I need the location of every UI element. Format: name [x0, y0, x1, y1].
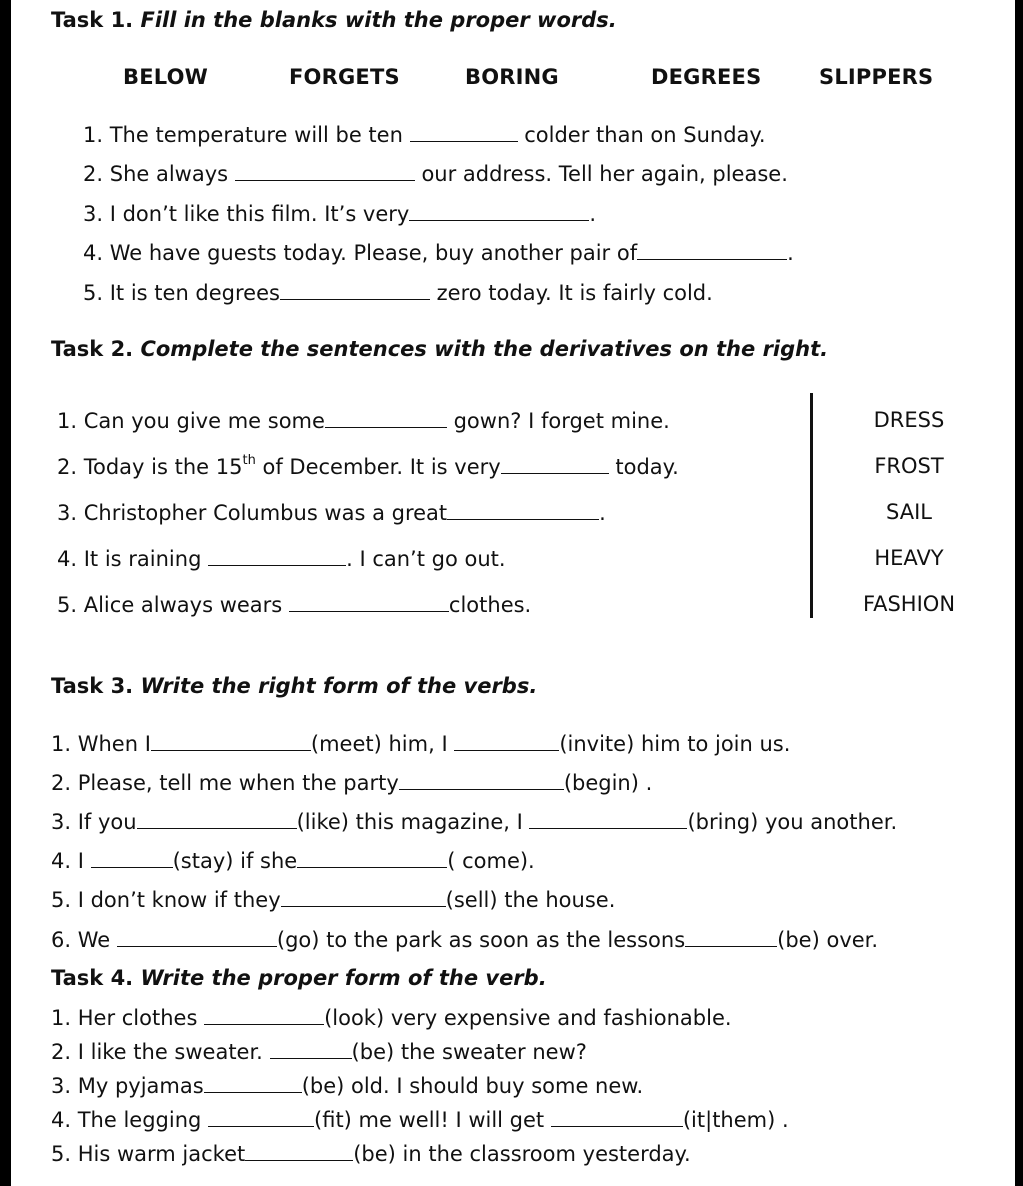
- blank[interactable]: [501, 453, 609, 474]
- blank[interactable]: [151, 730, 311, 751]
- blank[interactable]: [280, 279, 430, 300]
- blank[interactable]: [410, 121, 518, 142]
- task3-item-5: 5. I don’t know if they (sell) the house.: [51, 888, 616, 912]
- blank[interactable]: [270, 1038, 352, 1059]
- word-bank-boring: BORING: [465, 65, 559, 89]
- task3-item-3: 3. If you (like) this magazine, I (bring) you another.: [51, 810, 898, 834]
- task3-item-2: 2. Please, tell me when the party (begin) .: [51, 771, 653, 795]
- task4-item-5: 5. His warm jacket (be) in the classroom yesterday.: [51, 1142, 691, 1166]
- blank[interactable]: [399, 769, 564, 790]
- blank[interactable]: [235, 160, 415, 181]
- task2-item-4: 4. It is raining . I can’t go out.: [57, 547, 506, 571]
- blank[interactable]: [137, 808, 297, 829]
- task2-item-3: 3. Christopher Columbus was a great .: [57, 501, 606, 525]
- derivative-word-heavy: HEAVY: [874, 546, 944, 570]
- blank[interactable]: [91, 847, 173, 868]
- task3-item-1: 1. When I (meet) him, I (invite) him to join us.: [51, 732, 791, 756]
- blank[interactable]: [208, 545, 346, 566]
- derivative-word-fashion: FASHION: [862, 592, 956, 616]
- task4-item-3: 3. My pyjamas (be) old. I should buy some new.: [51, 1074, 644, 1098]
- task4-item-4: 4. The legging (fit) me well! I will get (it|them) .: [51, 1108, 789, 1132]
- blank[interactable]: [289, 591, 449, 612]
- task3-item-4: 4. I (stay) if she ( come).: [51, 849, 535, 873]
- blank[interactable]: [297, 847, 447, 868]
- word-bank-slippers: SLIPPERS: [819, 65, 934, 89]
- blank[interactable]: [245, 1140, 353, 1161]
- worksheet-page: [11, 0, 1015, 1186]
- task4-heading: Task 4. Write the proper form of the verb.: [51, 966, 547, 990]
- column-divider: [810, 393, 813, 618]
- task3-heading: Task 3. Write the right form of the verbs.: [51, 674, 538, 698]
- task1-item-5: 5. It is ten degrees zero today. It is fairly cold.: [83, 281, 713, 305]
- blank[interactable]: [117, 926, 277, 947]
- task4-item-2: 2. I like the sweater. (be) the sweater new?: [51, 1040, 587, 1064]
- blank[interactable]: [637, 239, 787, 260]
- blank[interactable]: [325, 407, 447, 428]
- blank[interactable]: [208, 1106, 314, 1127]
- task1-item-2: 2. She always our address. Tell her again, please.: [83, 162, 788, 186]
- blank[interactable]: [447, 499, 599, 520]
- task3-item-6: 6. We (go) to the park as soon as the lessons (be) over.: [51, 928, 879, 952]
- task1-heading: Task 1. Fill in the blanks with the proper words.: [51, 8, 617, 32]
- word-bank-below: BELOW: [123, 65, 208, 89]
- task2-item-1: 1. Can you give me some gown? I forget mine.: [57, 409, 670, 433]
- task2-item-5: 5. Alice always wears clothes.: [57, 593, 532, 617]
- blank[interactable]: [551, 1106, 683, 1127]
- blank[interactable]: [281, 886, 446, 907]
- task1-item-1: 1. The temperature will be ten colder than on Sunday.: [83, 123, 766, 147]
- blank[interactable]: [529, 808, 687, 829]
- task1-item-4: 4. We have guests today. Please, buy another pair of .: [83, 241, 794, 265]
- task4-item-1: 1. Her clothes (look) very expensive and fashionable.: [51, 1006, 732, 1030]
- blank[interactable]: [409, 200, 589, 221]
- blank[interactable]: [454, 730, 559, 751]
- word-bank-forgets: FORGETS: [289, 65, 400, 89]
- task2-item-2: 2. Today is the 15th of December. It is very today.: [57, 453, 679, 479]
- task1-item-3: 3. I don’t like this film. It’s very .: [83, 202, 597, 226]
- blank[interactable]: [204, 1004, 324, 1025]
- word-bank-degrees: DEGREES: [651, 65, 762, 89]
- derivative-word-dress: DRESS: [873, 408, 945, 432]
- derivative-word-sail: SAIL: [886, 500, 932, 524]
- derivative-word-frost: FROST: [874, 454, 944, 478]
- task2-heading: Task 2. Complete the sentences with the derivatives on the right.: [51, 337, 829, 361]
- blank[interactable]: [685, 926, 777, 947]
- blank[interactable]: [204, 1072, 302, 1093]
- page-edge: [1015, 0, 1023, 1186]
